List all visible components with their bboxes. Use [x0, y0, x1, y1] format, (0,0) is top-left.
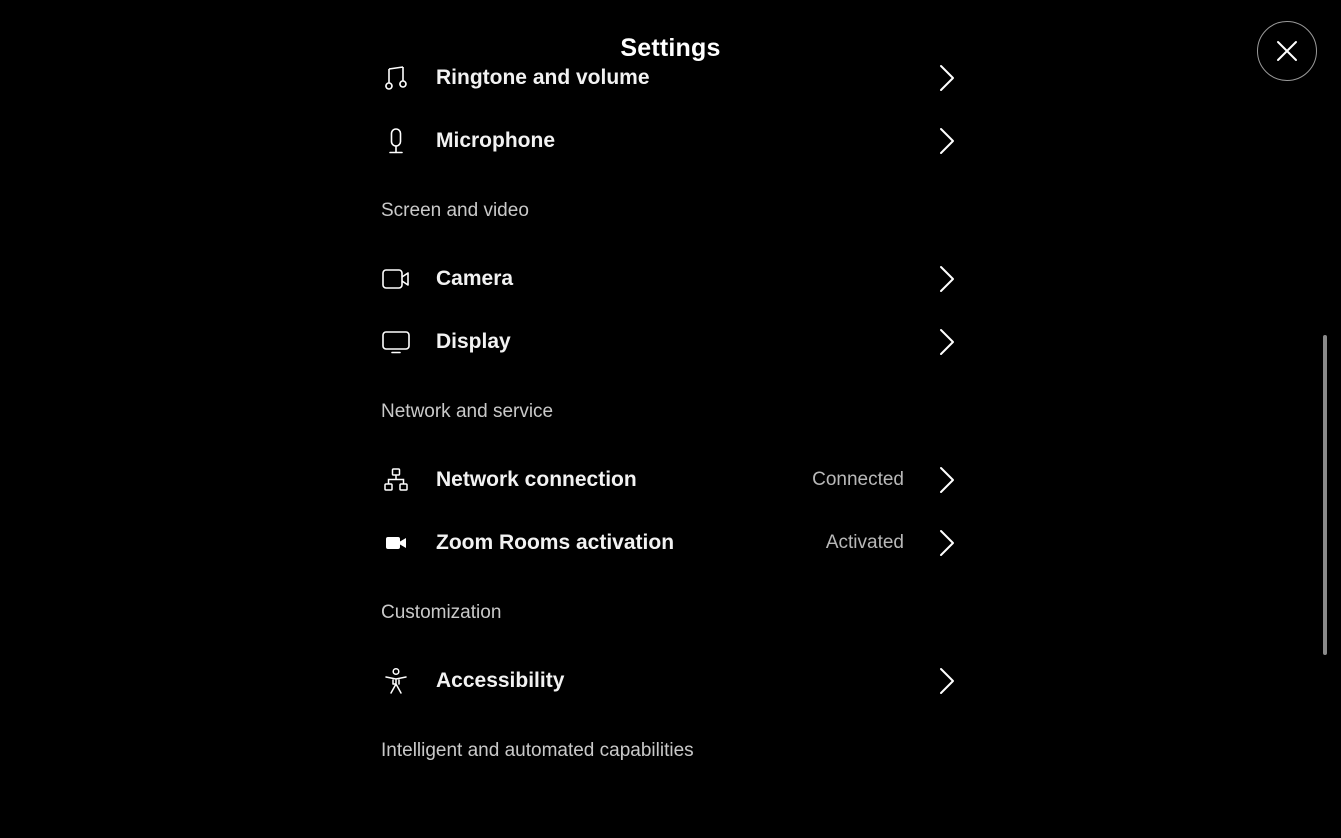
- settings-item-label: Accessibility: [436, 668, 565, 692]
- chevron-right-icon: [939, 265, 955, 293]
- settings-item-label: Ringtone and volume: [436, 65, 650, 89]
- chevron-right-icon: [939, 328, 955, 356]
- settings-item-accessibility[interactable]: [381, 649, 961, 712]
- settings-item-network-connection[interactable]: [381, 448, 961, 511]
- section-header-label: Network and service: [381, 401, 554, 422]
- network-icon: [381, 465, 411, 495]
- section-header-label: Intelligent and automated capabilities: [381, 740, 694, 761]
- settings-item-camera[interactable]: [381, 247, 961, 310]
- close-button[interactable]: [1257, 21, 1317, 81]
- settings-item-display[interactable]: [381, 310, 961, 373]
- section-header-screen-video: [381, 172, 961, 247]
- settings-list: [381, 46, 961, 787]
- section-header-intelligent: [381, 712, 961, 787]
- settings-item-microphone[interactable]: [381, 109, 961, 172]
- settings-item-zoom-rooms[interactable]: [381, 511, 961, 574]
- microphone-icon: [381, 126, 411, 156]
- camera-icon: [381, 264, 411, 294]
- section-header-label: Screen and video: [381, 200, 529, 221]
- settings-item-label: Microphone: [436, 128, 555, 152]
- section-header-label: Customization: [381, 602, 502, 623]
- settings-item-label: Zoom Rooms activation: [436, 530, 675, 554]
- settings-item-ringtone[interactable]: [381, 46, 961, 109]
- close-icon: [1275, 39, 1299, 63]
- zoom-icon: [381, 528, 411, 558]
- page-title: Settings: [620, 34, 721, 62]
- chevron-right-icon: [939, 529, 955, 557]
- accessibility-icon: [381, 666, 411, 696]
- network-status: Connected: [812, 468, 904, 490]
- chevron-right-icon: [939, 64, 955, 92]
- zoom-status: Activated: [825, 531, 904, 553]
- scrollbar[interactable]: [1323, 335, 1327, 655]
- display-icon: [381, 327, 411, 357]
- settings-item-label: Network connection: [436, 467, 637, 491]
- ringtone-icon: [381, 63, 411, 93]
- section-header-customization: [381, 574, 961, 649]
- chevron-right-icon: [939, 466, 955, 494]
- settings-item-label: Display: [436, 329, 511, 353]
- chevron-right-icon: [939, 667, 955, 695]
- settings-item-label: Camera: [436, 266, 514, 290]
- settings-list-viewport[interactable]: [0, 65, 1341, 838]
- section-header-network-service: [381, 373, 961, 448]
- chevron-right-icon: [939, 127, 955, 155]
